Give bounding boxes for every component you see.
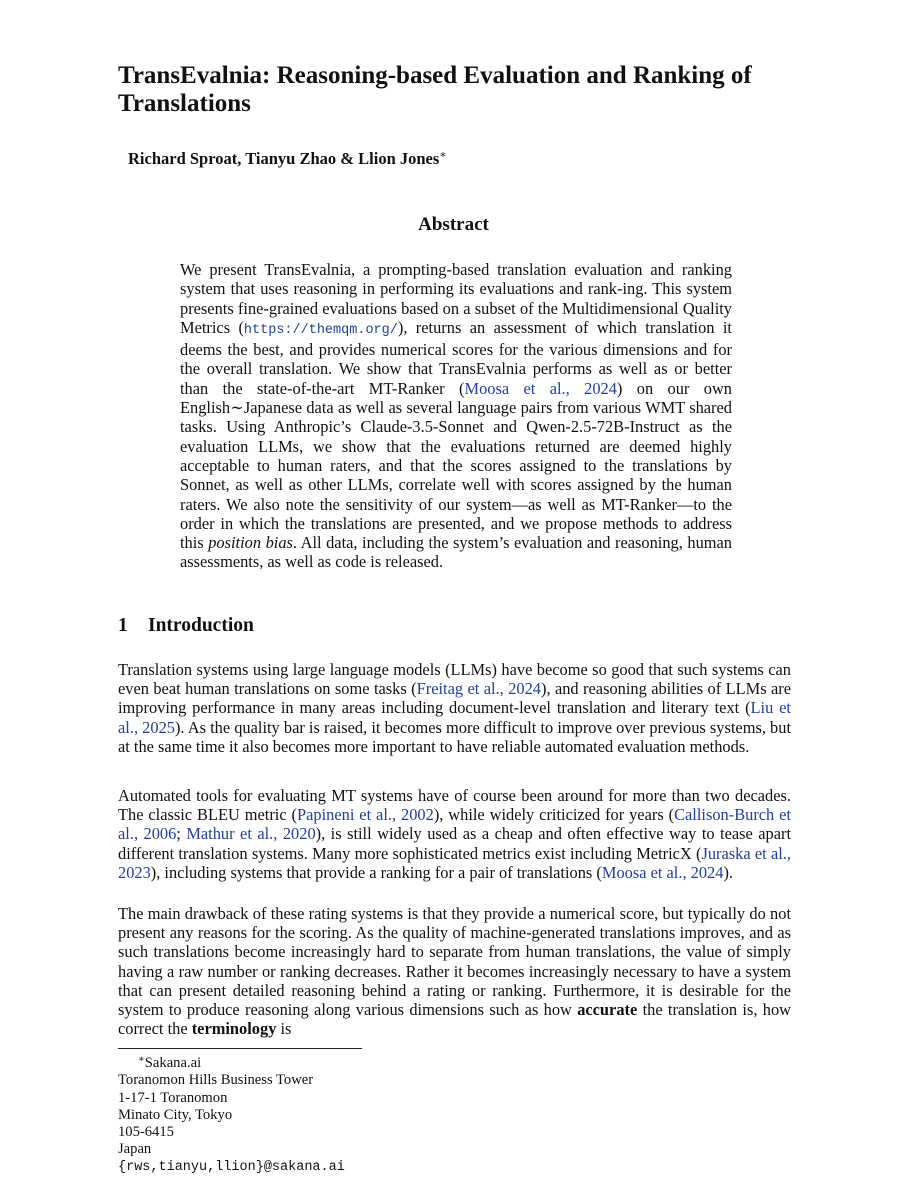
abstract-text-4: . All data, including the system’s evaluation and reasoning, human assessments, as well as code is released. [180,533,732,572]
citation-papineni-2002[interactable]: Papineni et al., 2002 [297,805,434,825]
footnote-line-4: 105-6415 [118,1124,174,1141]
citation-mathur-2020[interactable]: Mathur et al., 2020 [186,824,316,844]
author-list [128,148,447,169]
abstract-text-1: We present TransEvalnia, a prompting-based translation evaluation and ranking system that uses reasoning in performing its evaluations and rank-ing. This system presents fine-grained evaluations based on a subset of the Multidimensional Quality Metrics ( [180,260,732,337]
section-title: Introduction [148,615,254,636]
abstract-text-3: ) on our own English∼Japanese data as well as several language pairs from various WMT shared tasks. Using Anthropic’s Claude-3.5-Sonnet and Qwen-2.5-72B-Instruct as the evaluation LLMs, we show that the evaluations returned are deemed highly acceptable to human raters, and that the scores assigned to the translations by Sonnet, as well as other LLMs, correlate well with scores assigned by the human raters. We also note the sensitivity of our system—as well as MT-Ranker—to the order in which the translations are presented, and we propose methods to address this [180,378,733,553]
citation-callison-burch-2006[interactable]: Callison-Burch et al., 2006 [118,805,792,844]
paper-title: TransEvalnia: Reasoning-based Evaluation and Ranking of Translations [118,62,752,117]
abstract-text-2: ), returns an assessment of which translation it deems the best, and provides numerical scores for the various dimensions and for the overall translation. We show that TransEvalnia performs as well as or better than the state-of-the-art MT-Ranker ( [180,317,732,398]
citation-liu-2025[interactable]: Liu et al., 2025 [118,698,791,737]
author-footnote-mark: ∗ [439,149,447,161]
footnote-line-5: Japan [118,1141,152,1158]
mqm-link[interactable]: https://themqm.org/ [243,322,398,338]
intro-paragraph-1: Translation systems using large language models (LLMs) have become so good that such systems can even beat human translations on some tasks (Freitag et al., 2024), and reasoning abilities of LLMs are improving performance in many areas including document-level translation and literary text (Liu et al., 2025). As the quality bar is raised, it becomes more difficult to improve over previous systems, but at the same time it also becomes more important to have reliable automated evaluation methods. [118,660,792,756]
footnote-line-3: Minato City, Tokyo [118,1106,233,1123]
footnote-divider [118,1048,362,1049]
footnote-line-0: ∗Sakana.ai [138,1054,202,1071]
abstract-heading: Abstract [418,214,489,235]
footnote-line-1: Toranomon Hills Business Tower [118,1072,314,1089]
citation-juraska-2023[interactable]: Juraska et al., 2023 [118,843,791,882]
intro-paragraph-3: The main drawback of these rating systems is that they provide a numerical score, but typically do not present any reasons for the scoring. As the quality of machine-generated translations improves, and as such translations become increasingly hard to separate from human translations, the value of simply having a raw number or ranking decreases. Rather it becomes increasingly necessary to have a system that can present detailed reasoning behind a rating or ranking. Furthermore, it is desirable for the system to produce reasoning along various dimensions such as how accurate the translation is, how correct the terminology is [118,904,791,1039]
citation-moosa-2024-b[interactable]: Moosa et al., 2024 [601,862,724,882]
terminology-term: terminology [191,1019,277,1039]
footnote-email[interactable]: {rws,tianyu,llion}@sakana.ai [118,1159,345,1175]
position-bias-term: position bias [208,533,293,553]
citation-freitag-2024[interactable]: Freitag et al., 2024 [416,679,541,699]
abstract-body [180,260,732,572]
citation-moosa-2024[interactable]: Moosa et al., 2024 [464,378,617,398]
section-number: 1 [118,615,128,636]
accurate-term: accurate [577,1000,638,1020]
intro-paragraph-2: Automated tools for evaluating MT systems have of course been around for more than two decades. The classic BLEU metric (Papineni et al., 2002), while widely criticized for years (Callison-Burch et al., 2006; Mathur et al., 2020), is still widely used as a cheap and often effective way to tease apart different translation systems. Many more sophisticated metrics exist including MetricX (Juraska et al., 2023), including systems that provide a ranking for a pair of translations (Moosa et al., 2024). [118,786,792,882]
authors-names: Richard Sproat, Tianyu Zhao & Llion Jones [128,149,440,168]
section-heading-introduction [118,615,254,637]
footnote-line-2: 1-17-1 Toranomon [118,1089,228,1106]
footnote-affiliation [118,1051,518,1176]
